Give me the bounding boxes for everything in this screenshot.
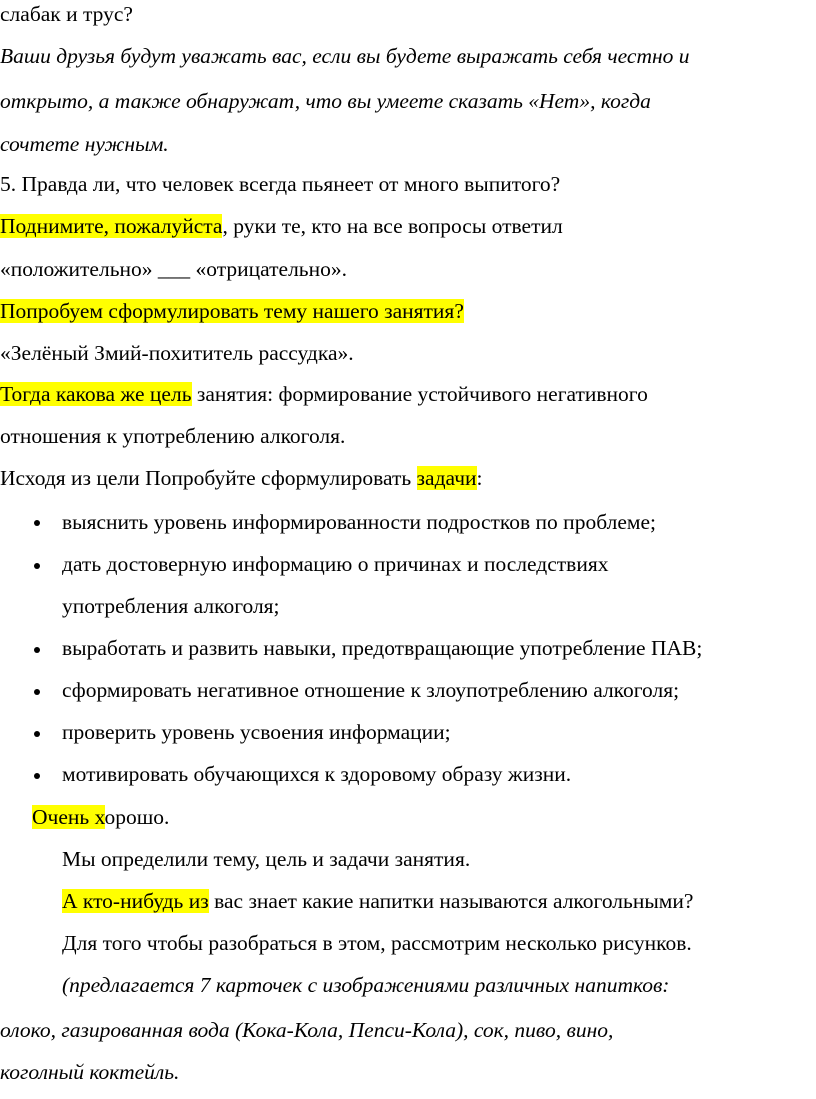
text-line: (предлагается 7 карточек с изображениями различных напитков: — [62, 973, 670, 997]
bullet-icon — [34, 563, 40, 569]
text-line: слабак и трус? — [0, 2, 133, 26]
text-span: Исходя из цели Попробуйте сформулировать — [0, 466, 417, 490]
text-line: «положительно» ___ «отрицательно». — [0, 257, 347, 281]
text-line: 5. Правда ли, что человек всегда пьянеет от много выпитого? — [0, 172, 561, 196]
text-line: Мы определили тему, цель и задачи занятия. — [62, 847, 471, 871]
text-line — [0, 301, 464, 323]
bullet-icon — [34, 689, 40, 695]
text-line — [0, 216, 563, 238]
bullet-icon — [34, 731, 40, 737]
text-line: открыто, а также обнаружат, что вы умеете сказать «Нет», когда — [0, 89, 651, 113]
text-line: олоко, газированная вода (Кока-Кола, Пепси-Кола), сок, пиво, вино, — [0, 1018, 614, 1042]
text-line — [0, 384, 648, 406]
highlighted-text: Поднимите, пожалуйста — [0, 214, 223, 238]
text-span: , руки те, кто на все вопросы ответил — [222, 214, 563, 238]
list-item: дать достоверную информацию о причинах и последствиях — [62, 552, 609, 576]
text-line: коголный коктейль. — [0, 1060, 180, 1084]
text-span: орошо. — [104, 805, 170, 829]
text-line — [62, 891, 693, 913]
bullet-icon — [34, 520, 40, 526]
text-line — [0, 468, 483, 490]
highlighted-text: задачи — [416, 466, 477, 490]
text-span: вас знает какие напитки называются алкогольными? — [208, 889, 694, 913]
highlighted-text: Очень х — [32, 805, 105, 829]
text-line: отношения к употреблению алкоголя. — [0, 424, 346, 448]
bullet-icon — [34, 647, 40, 653]
text-line: сочтете нужным. — [0, 132, 169, 156]
bullet-icon — [34, 773, 40, 779]
text-line: Ваши друзья будут уважать вас, если вы будете выражать себя честно и — [0, 44, 690, 68]
text-line: «Зелёный Змий-похититель рассудка». — [0, 341, 354, 365]
list-item: выяснить уровень информированности подростков по проблеме; — [62, 510, 656, 534]
text-span: : — [476, 466, 483, 490]
list-item: мотивировать обучающихся к здоровому образу жизни. — [62, 762, 572, 786]
text-span: занятия: формирование устойчивого негативного — [191, 382, 648, 406]
text-line: Для того чтобы разобраться в этом, рассмотрим несколько рисунков. — [62, 931, 692, 955]
highlighted-text: Тогда какова же цель — [0, 382, 192, 406]
highlighted-text: А кто-нибудь из — [62, 889, 209, 913]
highlighted-text: Попробуем сформулировать тему нашего занятия? — [0, 299, 464, 323]
list-item: употребления алкоголя; — [62, 594, 280, 618]
list-item: выработать и развить навыки, предотвращающие употребление ПАВ; — [62, 636, 703, 660]
list-item: сформировать негативное отношение к злоупотреблению алкоголя; — [62, 678, 680, 702]
text-line — [32, 807, 169, 829]
list-item: проверить уровень усвоения информации; — [62, 720, 451, 744]
